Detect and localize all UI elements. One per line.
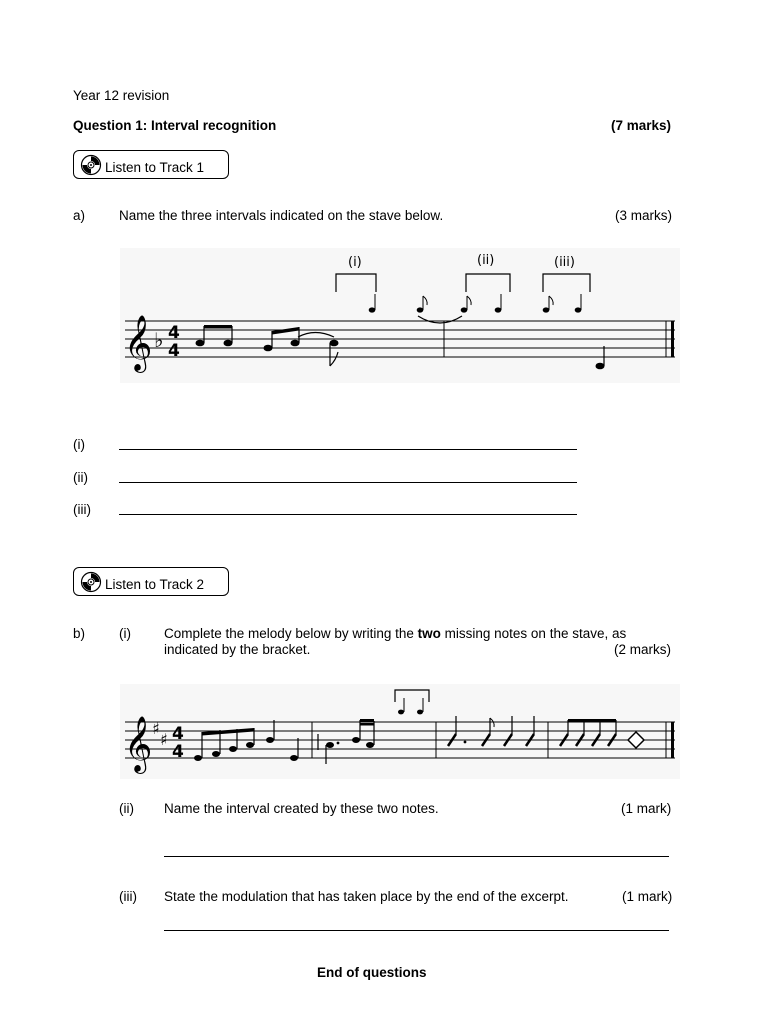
listen-track-1-button[interactable] (73, 150, 229, 179)
time-sig-top: 4 (168, 323, 180, 343)
part-b-label: b) (73, 626, 86, 641)
part-b-ii-marks: (1 mark) (621, 801, 672, 816)
treble-clef: 𝄞 (124, 315, 153, 371)
cd-icon (80, 571, 102, 596)
answer-label-iii: (iii) (73, 502, 91, 517)
sharp-sign-1: ♯ (152, 719, 160, 738)
stave-1 (120, 248, 680, 383)
time-sig-bottom-2: 4 (172, 742, 184, 762)
part-b-ii-text: Name the interval created by these two notes. (164, 801, 439, 816)
track-2-label: Listen to Track 2 (105, 577, 205, 592)
cd-icon (80, 154, 102, 179)
treble-clef-2: 𝄞 (124, 716, 153, 772)
part-a-marks: (3 marks) (615, 208, 672, 223)
part-b-i-text-2: missing notes on the stave, as (440, 626, 627, 641)
answer-line-iii[interactable] (119, 514, 577, 515)
answer-line-b-ii[interactable] (164, 856, 669, 857)
time-sig-bottom: 4 (168, 341, 180, 361)
answer-label-i: (i) (73, 437, 85, 452)
part-b-i-text-1: Complete the melody below by writing the (164, 626, 418, 641)
part-b-i-text (164, 626, 626, 641)
part-b-iii-text: State the modulation that has taken place by the end of the excerpt. (164, 889, 569, 904)
bracket-label-ii: (ii) (477, 253, 495, 268)
stave-2 (120, 684, 680, 779)
question-title: Question 1: Interval recognition (73, 118, 277, 133)
part-a-label: a) (73, 208, 86, 223)
answer-line-b-iii[interactable] (164, 930, 669, 931)
flat-sign: ♭ (154, 328, 164, 352)
time-sig-top-2: 4 (172, 724, 184, 744)
page-header: Year 12 revision (73, 88, 170, 103)
part-b-i-label: (i) (119, 626, 131, 641)
part-b-ii-label: (ii) (119, 801, 134, 816)
answer-line-i[interactable] (119, 449, 577, 450)
part-b-i-text-line2: indicated by the bracket. (164, 642, 311, 657)
end-of-questions: End of questions (317, 965, 427, 980)
listen-track-2-button[interactable] (73, 567, 229, 596)
answer-line-ii[interactable] (119, 482, 577, 483)
part-b-i-text-bold: two (417, 626, 441, 641)
sharp-sign-2: ♯ (160, 730, 168, 749)
part-a-text: Name the three intervals indicated on the stave below. (119, 208, 444, 223)
question-marks: (7 marks) (611, 118, 672, 133)
part-b-i-marks: (2 marks) (614, 642, 671, 657)
track-1-label: Listen to Track 1 (105, 160, 205, 175)
part-b-iii-marks: (1 mark) (622, 889, 673, 904)
bracket-label-iii: (iii) (554, 255, 575, 270)
bracket-label-i: (i) (348, 255, 362, 270)
part-b-iii-label: (iii) (119, 889, 137, 904)
answer-label-ii: (ii) (73, 470, 88, 485)
